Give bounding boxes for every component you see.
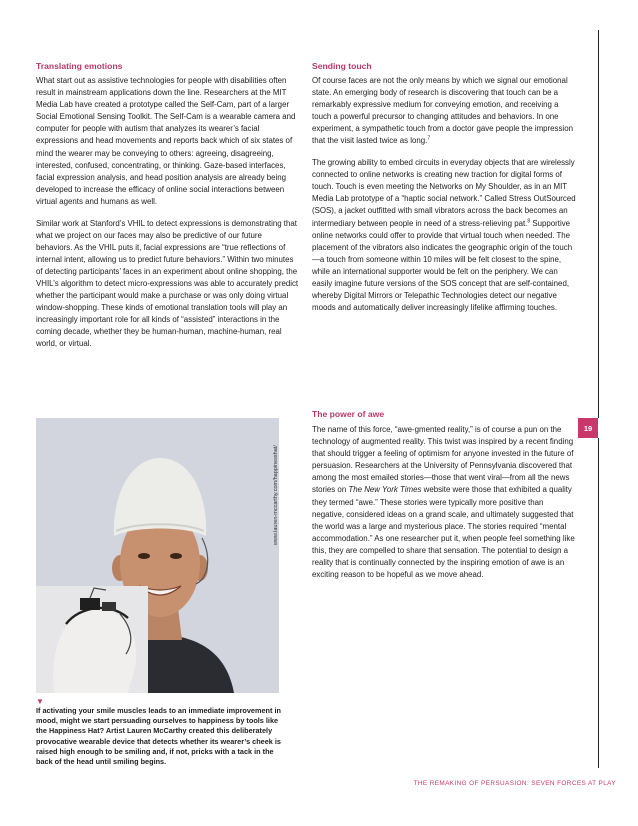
body-text: Of course faces are not the only means by which we signal our emotional state. An emerging body of research is discovering that touch can be a remarkably expressive medium for conveying emotion, and receiving a touch a powerful precursor to changing attitudes and behaviors. In one experiment, a sympathetic touch from a doctor gave people the impression that the visit lasted twice as long. — [312, 76, 573, 146]
footnote-ref: 7 — [427, 135, 431, 142]
body-paragraph: What start out as assistive technologies for people with disabilities often result in mainstream applications down the line. Researchers at the MIT Media Lab have created a prototype called the Self-Cam, part of a larger Social Emotional Sensing Toolkit. The Self-Cam is a wearable camera and computer for people with autism that analyzes its wearer’s facial expressions and head movements and reports back which of six states of mind the wearer may be conveying to others: agreeing, disagreeing, interested, confused, concentrating, or thinking. Gaze-based interfaces, facial expression analysis, and head position analysis are already being developed to increase the efficacy of online social interactions between virtual agents and humans as well. — [36, 76, 296, 206]
footnote-ref: 8 — [527, 217, 531, 224]
page-number-badge: 19 — [578, 418, 598, 438]
body-paragraph — [312, 157, 576, 314]
publication-title: The New York Times — [348, 485, 422, 495]
happiness-hat-illustration — [36, 418, 279, 693]
body-text: Supportive online networks could offer to provide that virtual touch when needed. The placement of the vibrators also indicates the geographic origin of the touch—a touch from someone within 10 miles will be felt closest to the spine, while an international supporter would be felt on the periphery. We can easily imagine future versions of the SOS concept that are self-contained, whereby Digital Mirrors or Telepathic Technologies detect our negative moods and automatically deliver increasingly lifelike affirming touches. — [312, 218, 573, 313]
pin-icon: ▼ — [36, 697, 44, 706]
body-text: website were those that exhibited a quality they termed “awe.” These stories were typically more positive than negative, considered ideas on a grand scale, and ultimately suggested that the world was a large and mysterious place. The stories required “mental accommodation.” As one researcher put it, when people feel something like this, they are compelled to share that sensation. The potential to design a reality that is continually connected by the inspiring emotion of awe is an exciting reason to be hopeful as we move ahead. — [312, 485, 575, 580]
section-heading-power-of-awe: The power of awe — [312, 409, 385, 419]
margin-rule-bottom — [598, 438, 599, 768]
right-column-body-touch — [312, 75, 576, 314]
body-paragraph: Similar work at Stanford’s VHIL to detect expressions is demonstrating that what we project on our faces may also be predictive of our future behaviors. As the VHIL puts it, facial expressions are “true reflections of internal intent, allowing us to predict future behaviors.” Within two minutes of detecting participants’ faces in an experiment about online shopping, the VHIL’s algorithm to detect micro-expressions was able to accurately predict whether the participant would make a purchase or was only doing virtual window-shopping. These kinds of emotional translation tools will play an increasingly important role for all kinds of “assisted” interactions in the coming decade, whether they be human-human, machine-human, real world, or virtual. — [36, 218, 299, 349]
body-text: The name of this force, “awe-gmented reality,” is of course a pun on the technology of augmented reality. This twist was inspired by a recent finding that should trigger a feeling of optimism for anyone invested in the future of persuasion. Researchers at the University of Pennsylvania discovered that among the most emailed stories—those that went viral—from all the news stories on — [312, 425, 574, 495]
body-paragraph — [312, 75, 576, 148]
running-footer: THE REMAKING OF PERSUASION: SEVEN FORCES AT PLAY — [413, 780, 616, 787]
right-column-body-awe — [312, 424, 576, 581]
body-text: The growing ability to embed circuits in everyday objects that are wirelessly connected to online networks is creating new traction for digital forms of touch. Touch is even meeting the Networks on My Shoulder, as in an MIT Media Lab prototype of a “haptic social network.” Called Stress OutSourced (SOS), a jacket outfitted with small vibrators across the back becomes an intermediary between people in need of a stress-relieving pat. — [312, 158, 576, 228]
figure-caption: If activating your smile muscles leads to an immediate improvement in mood, might we start persuading ourselves to happiness by tools like the Happiness Hat? Artist Lauren McCarthy created this deliberately provocative wearable device that detects whether its wearer’s cheek is raised high enough to be smiling and, if not, pricks with a tack in the back of the head until smiling begins. — [36, 706, 281, 767]
left-column-body — [36, 75, 300, 351]
section-heading-translating-emotions: Translating emotions — [36, 61, 123, 71]
margin-rule-top — [598, 30, 599, 418]
section-heading-sending-touch: Sending touch — [312, 61, 372, 71]
happiness-hat-photo — [36, 418, 279, 693]
photo-credit: www.lauren-mccarthy.com/happinesshat/ — [273, 445, 279, 545]
body-paragraph — [312, 424, 576, 581]
